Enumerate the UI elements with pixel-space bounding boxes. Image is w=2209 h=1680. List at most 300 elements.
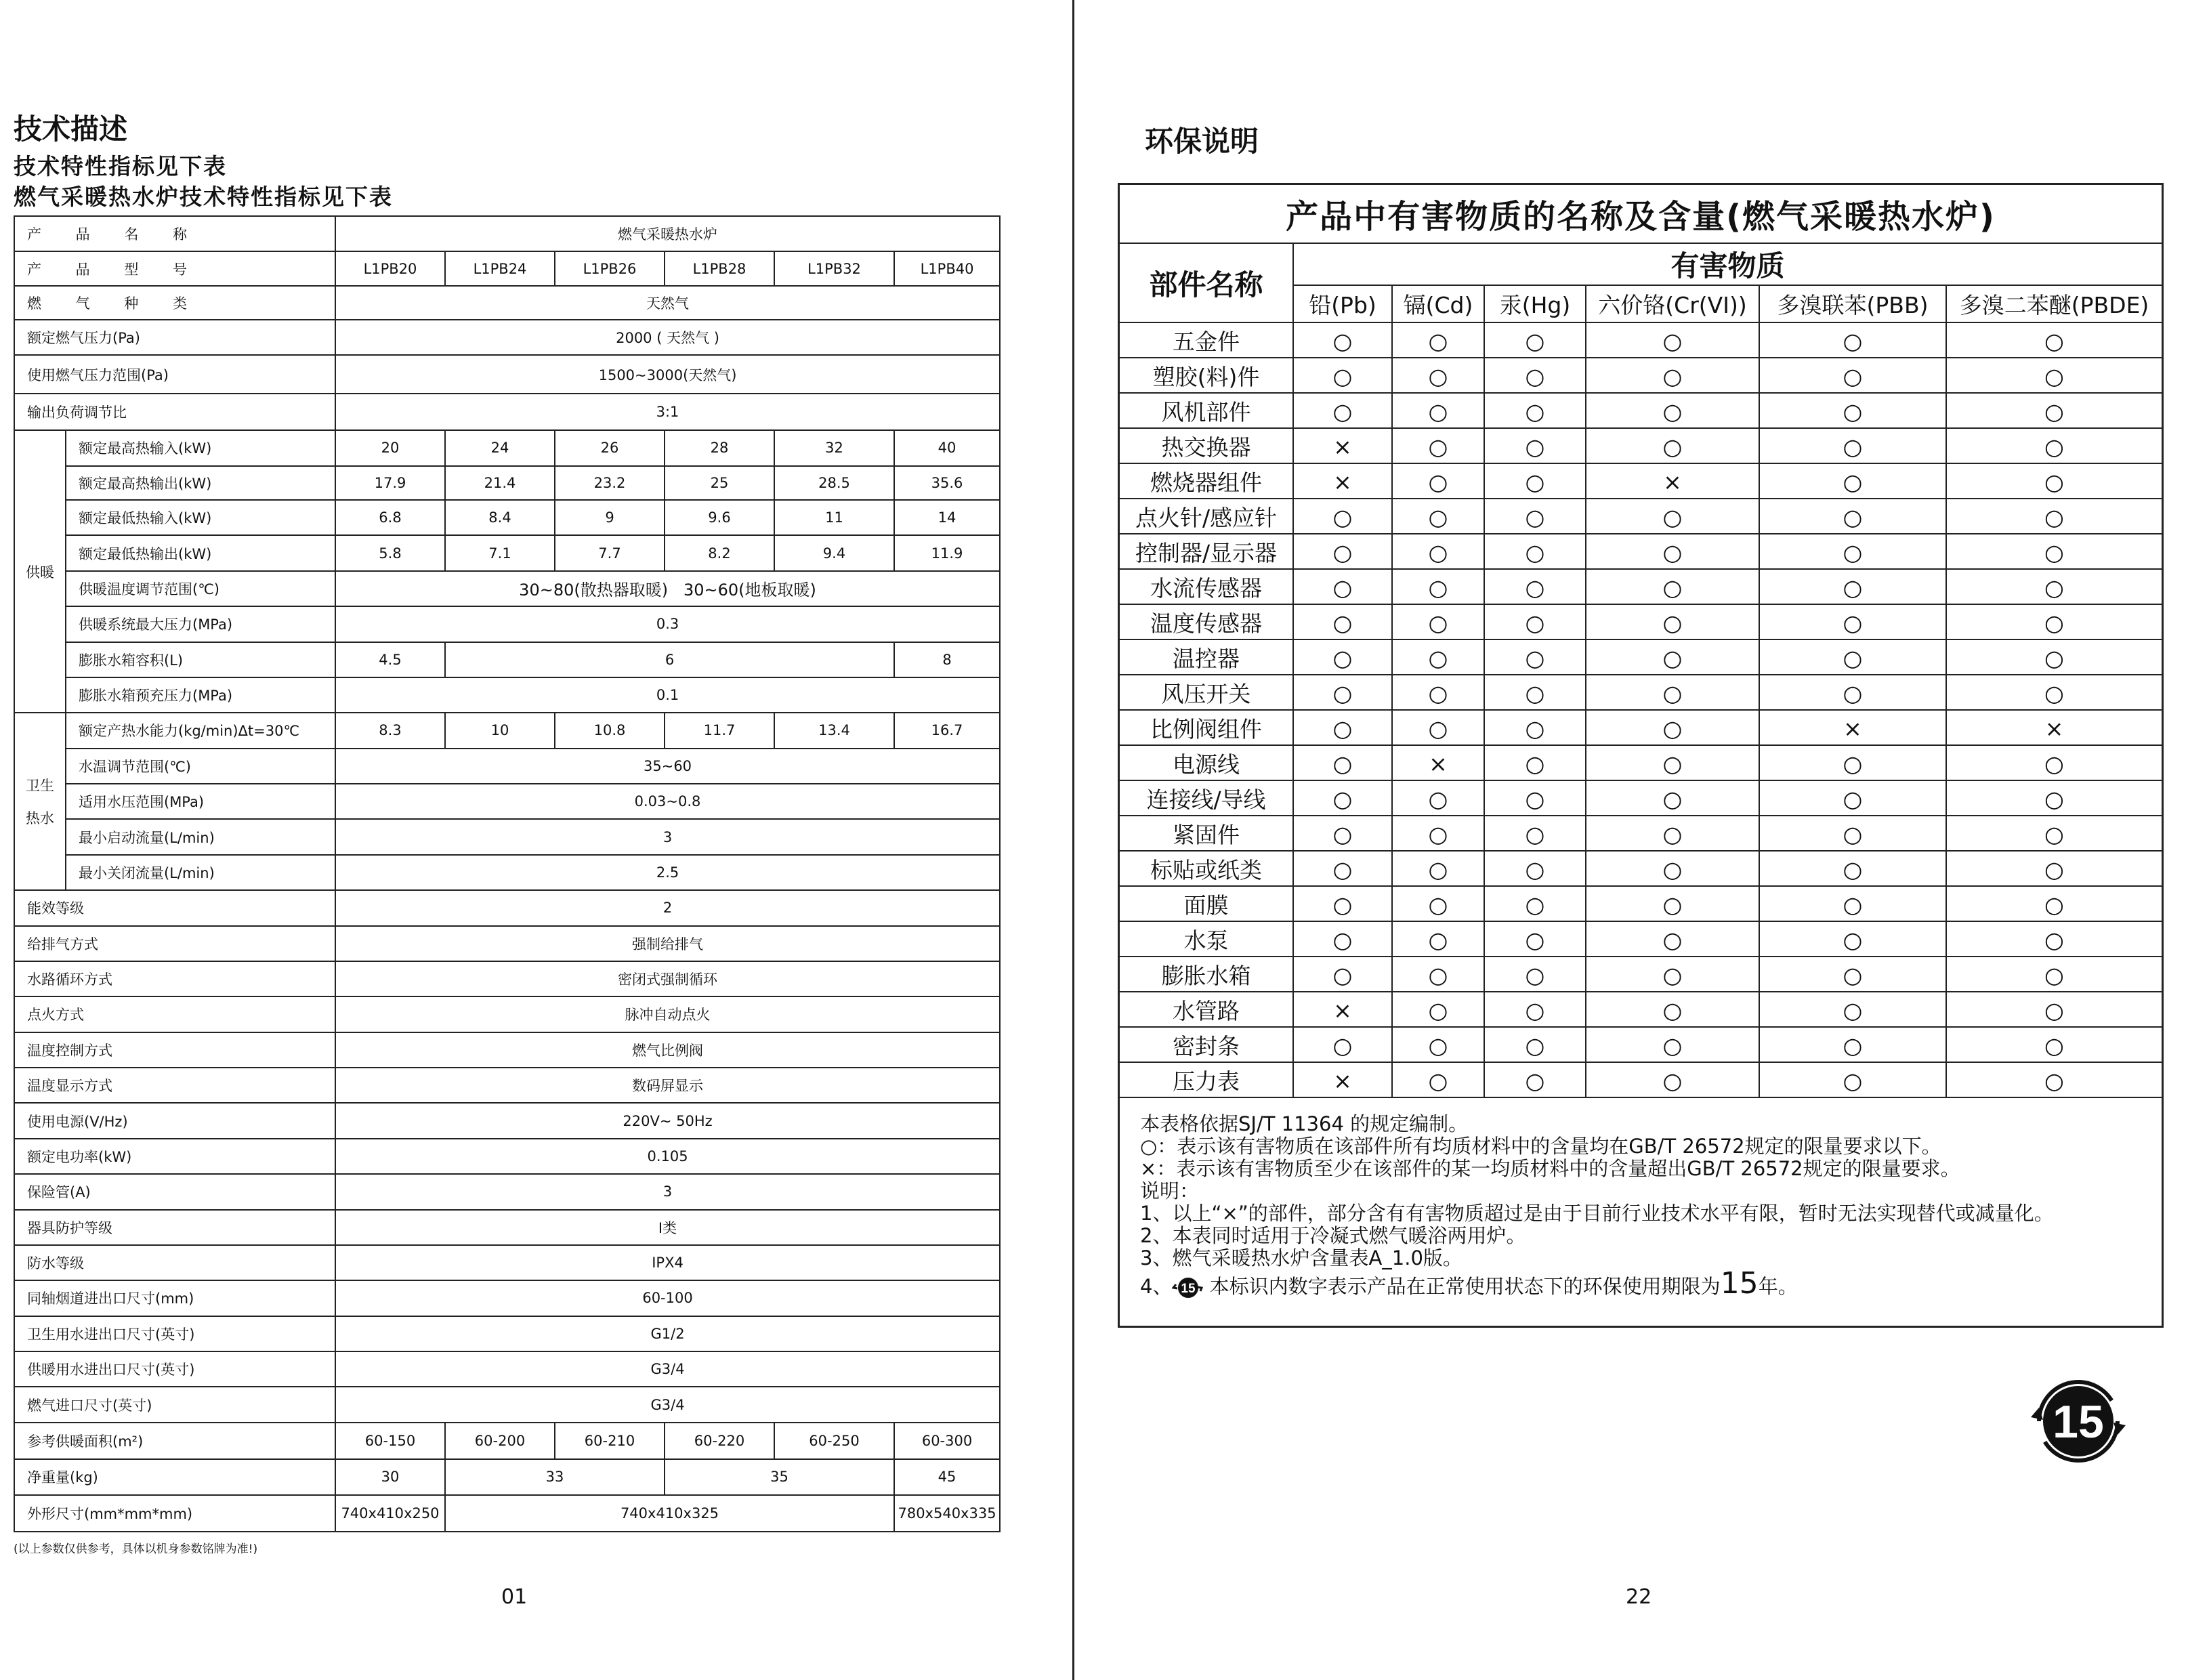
cell: L1PB32 (774, 251, 894, 285)
compliant-mark: ○ (1662, 750, 1683, 777)
cell: L1PB24 (445, 251, 555, 285)
cell: G3/4 (335, 1351, 1000, 1387)
table-row (1120, 393, 2162, 428)
compliant-mark: ○ (1332, 609, 1353, 636)
compliant-mark: ○ (1525, 503, 1545, 530)
mark-cell (1392, 428, 1484, 463)
compliant-mark: ○ (2044, 856, 2064, 883)
compliant-mark: ○ (1525, 785, 1545, 812)
mark-cell (1293, 710, 1392, 745)
cell: 3:1 (335, 394, 1000, 430)
mark-cell (1392, 499, 1484, 534)
cell: 燃气采暖热水炉 (335, 216, 1000, 251)
mark-cell (1293, 534, 1392, 569)
compliant-mark: ○ (1332, 327, 1353, 354)
table-row (1120, 499, 2162, 534)
mark-cell (1392, 639, 1484, 675)
mark-cell (1392, 957, 1484, 992)
table-row (14, 500, 1000, 535)
mark-cell (1484, 886, 1586, 921)
mark-cell (1586, 393, 1759, 428)
mark-cell (1759, 921, 1946, 957)
compliant-mark: ○ (2044, 961, 2064, 988)
mark-cell (1293, 1027, 1392, 1062)
mark-cell (1946, 780, 2162, 816)
table-row (14, 430, 1000, 465)
part-name: 风机部件 (1120, 393, 1293, 428)
cell: 数码屏显示 (335, 1068, 1000, 1103)
mark-cell (1293, 675, 1392, 710)
mark-cell (1586, 463, 1759, 499)
mark-cell (1392, 710, 1484, 745)
cell: 9.4 (774, 535, 894, 570)
row-label: 膨胀水箱容积(L) (66, 642, 335, 677)
compliant-mark: ○ (2044, 468, 2064, 495)
cell: 35 (665, 1459, 894, 1494)
compliant-mark: ○ (1662, 926, 1683, 953)
row-label: 产 品 名 称 (14, 216, 335, 251)
cell: 9.6 (665, 500, 774, 535)
compliant-mark: ○ (1525, 362, 1545, 390)
mark-cell (1946, 534, 2162, 569)
compliant-mark: ○ (1662, 644, 1683, 671)
mark-cell (1759, 992, 1946, 1027)
mark-cell (1293, 957, 1392, 992)
cell: 60-100 (335, 1280, 1000, 1316)
compliant-mark: ○ (2044, 891, 2064, 918)
table-row (14, 1280, 1000, 1316)
mark-cell (1293, 639, 1392, 675)
compliant-mark: ○ (1662, 785, 1683, 812)
cell: 强制给排气 (335, 926, 1000, 961)
cell: 60-220 (665, 1423, 774, 1459)
cell: 21.4 (445, 466, 555, 500)
compliant-mark: ○ (1332, 856, 1353, 883)
part-name: 密封条 (1120, 1027, 1293, 1062)
table-row (14, 251, 1000, 285)
compliant-mark: ○ (1662, 1032, 1683, 1059)
table-row (1120, 604, 2162, 639)
compliant-mark: ○ (1525, 926, 1545, 953)
mark-cell (1759, 358, 1946, 393)
table-row (1120, 1027, 2162, 1062)
compliant-mark: ○ (1662, 609, 1683, 636)
cell: G1/2 (335, 1316, 1000, 1351)
mark-cell (1293, 428, 1392, 463)
mark-cell (1484, 745, 1586, 780)
table-row (1120, 243, 2162, 285)
compliant-mark: ○ (2044, 1067, 2064, 1094)
compliant-mark: ○ (1525, 820, 1545, 847)
mark-cell (1946, 921, 2162, 957)
row-label: 能效等级 (14, 890, 335, 925)
compliant-mark: ○ (1662, 398, 1683, 425)
compliant-mark: ○ (1428, 856, 1448, 883)
compliant-mark: ○ (1525, 679, 1545, 707)
table-row (14, 1032, 1000, 1068)
mark-cell (1293, 393, 1392, 428)
compliant-mark: ○ (1662, 433, 1683, 460)
mark-cell (1759, 604, 1946, 639)
compliant-mark: ○ (1428, 820, 1448, 847)
mark-cell (1484, 358, 1586, 393)
left-page (0, 0, 1072, 1680)
table-row (14, 1068, 1000, 1103)
cell: IPX4 (335, 1245, 1000, 1280)
table-row (14, 1103, 1000, 1138)
compliant-mark: ○ (1843, 574, 1863, 601)
part-name: 水管路 (1120, 992, 1293, 1027)
row-label: 额定燃气压力(Pa) (14, 320, 335, 355)
row-label: 额定最低热输出(kW) (66, 535, 335, 570)
row-label: 膨胀水箱预充压力(MPa) (66, 677, 335, 713)
cell: 0.1 (335, 677, 1000, 713)
table-row (1120, 185, 2162, 243)
mark-cell (1392, 816, 1484, 851)
cell: 天然气 (335, 286, 1000, 320)
table-row (1120, 780, 2162, 816)
compliant-mark: ○ (1525, 1067, 1545, 1094)
cell: 30~80(散热器取暖) 30~60(地板取暖) (335, 571, 1000, 606)
mark-cell (1946, 1027, 2162, 1062)
table-row (14, 961, 1000, 996)
cell: 5.8 (335, 535, 445, 570)
mark-cell (1484, 604, 1586, 639)
mark-cell (1293, 816, 1392, 851)
subheading: 技术特性指标见下表 (14, 153, 227, 180)
substance-pb: 铅(Pb) (1293, 285, 1392, 322)
eco-period-logo-small-icon (1172, 1274, 1203, 1301)
cell: 3 (335, 1174, 1000, 1209)
mark-cell (1484, 675, 1586, 710)
mark-cell (1484, 921, 1586, 957)
mark-cell (1293, 745, 1392, 780)
table-row (14, 1139, 1000, 1174)
compliant-mark: ○ (1332, 644, 1353, 671)
row-label: 外形尺寸(mm*mm*mm) (14, 1495, 335, 1532)
mark-cell (1392, 1027, 1484, 1062)
row-label: 使用电源(V/Hz) (14, 1103, 335, 1138)
part-name: 水泵 (1120, 921, 1293, 957)
cell: 17.9 (335, 466, 445, 500)
table-title: 产品中有害物质的名称及含量(燃气采暖热水炉) (1120, 185, 2162, 243)
mark-cell (1586, 604, 1759, 639)
cell: L1PB26 (555, 251, 665, 285)
table-row (1120, 639, 2162, 675)
part-name: 热交换器 (1120, 428, 1293, 463)
exceed-mark: × (1333, 1067, 1352, 1094)
compliant-mark: ○ (1428, 503, 1448, 530)
mark-cell (1392, 921, 1484, 957)
compliant-mark: ○ (2044, 539, 2064, 566)
mark-cell (1392, 1062, 1484, 1097)
table-row (14, 855, 1000, 890)
part-name: 温控器 (1120, 639, 1293, 675)
mark-cell (1946, 957, 2162, 992)
compliant-mark: ○ (1428, 961, 1448, 988)
compliant-mark: ○ (2044, 503, 2064, 530)
cell: 2 (335, 890, 1000, 925)
compliant-mark: ○ (2044, 820, 2064, 847)
mark-cell (1946, 886, 2162, 921)
cell: 燃气比例阀 (335, 1032, 1000, 1068)
part-name: 水流传感器 (1120, 569, 1293, 604)
cell: 32 (774, 430, 894, 465)
mark-cell (1392, 358, 1484, 393)
table-row (14, 1316, 1000, 1351)
table-row (1120, 957, 2162, 992)
compliant-mark: ○ (2044, 1032, 2064, 1059)
compliant-mark: ○ (1332, 926, 1353, 953)
cell: 35.6 (894, 466, 1000, 500)
compliant-mark: ○ (1332, 539, 1353, 566)
part-name: 燃烧器组件 (1120, 463, 1293, 499)
compliant-mark: ○ (1843, 468, 1863, 495)
mark-cell (1586, 534, 1759, 569)
mark-cell (1586, 921, 1759, 957)
mark-cell (1392, 393, 1484, 428)
table-row (14, 1387, 1000, 1422)
cell: 8 (894, 642, 1000, 677)
mark-cell (1484, 569, 1586, 604)
cell: 60-200 (445, 1423, 555, 1459)
cell: 40 (894, 430, 1000, 465)
mark-cell (1293, 886, 1392, 921)
mark-cell (1484, 393, 1586, 428)
row-label: 温度控制方式 (14, 1032, 335, 1068)
mark-cell (1392, 780, 1484, 816)
compliant-mark: ○ (1428, 891, 1448, 918)
compliant-mark: ○ (1525, 433, 1545, 460)
part-name: 五金件 (1120, 322, 1293, 358)
mark-cell (1759, 322, 1946, 358)
note-years: 15 (1720, 1266, 1759, 1301)
cell: 密闭式强制循环 (335, 961, 1000, 996)
compliant-mark: ○ (1843, 362, 1863, 390)
compliant-mark: ○ (2044, 750, 2064, 777)
mark-cell (1759, 675, 1946, 710)
row-label: 产 品 型 号 (14, 251, 335, 285)
cell: 23.2 (555, 466, 665, 500)
row-label: 卫生用水进出口尺寸(英寸) (14, 1316, 335, 1351)
table-row (14, 677, 1000, 713)
compliant-mark: ○ (1428, 362, 1448, 390)
mark-cell (1484, 992, 1586, 1027)
mark-cell (1759, 851, 1946, 886)
mark-cell (1586, 428, 1759, 463)
compliant-mark: ○ (1662, 679, 1683, 707)
table-row (14, 1351, 1000, 1387)
exceed-mark: × (1843, 715, 1862, 742)
mark-cell (1293, 992, 1392, 1027)
notes (1140, 1113, 2054, 1301)
table-row (14, 606, 1000, 642)
table-row (1120, 675, 2162, 710)
mark-cell (1586, 745, 1759, 780)
compliant-mark: ○ (1662, 327, 1683, 354)
mark-cell (1484, 1062, 1586, 1097)
part-name: 紧固件 (1120, 816, 1293, 851)
row-label: 适用水压范围(MPa) (66, 784, 335, 819)
mark-cell (1759, 780, 1946, 816)
row-label: 净重量(kg) (14, 1459, 335, 1494)
cell: 8.3 (335, 713, 445, 748)
mark-cell (1946, 639, 2162, 675)
mark-cell (1392, 851, 1484, 886)
table-row (14, 466, 1000, 500)
cell: 28 (665, 430, 774, 465)
mark-cell (1293, 604, 1392, 639)
page-number-right: 22 (1626, 1585, 1652, 1609)
row-label: 额定最高热输出(kW) (66, 466, 335, 500)
mark-cell (1484, 1027, 1586, 1062)
cell: 0.3 (335, 606, 1000, 642)
cell: 10.8 (555, 713, 665, 748)
mark-cell (1759, 1062, 1946, 1097)
row-label: 水温调节范围(℃) (66, 749, 335, 784)
compliant-mark: ○ (1428, 574, 1448, 601)
substance-pbde: 多溴二苯醚(PBDE) (1946, 285, 2162, 322)
compliant-mark: ○ (1428, 785, 1448, 812)
cell: 740x410x250 (335, 1495, 445, 1532)
cell: 60-150 (335, 1423, 445, 1459)
compliant-mark: ○ (1332, 785, 1353, 812)
exceed-mark: × (1333, 433, 1352, 460)
cell: 25 (665, 466, 774, 500)
table-row (14, 890, 1000, 925)
mark-cell (1946, 393, 2162, 428)
mark-cell (1759, 639, 1946, 675)
cell: 9 (555, 500, 665, 535)
table-heading: 燃气采暖热水炉技术特性指标见下表 (14, 184, 393, 210)
cell: 11 (774, 500, 894, 535)
mark-cell (1759, 816, 1946, 851)
hazard-table-body (1120, 322, 2162, 1097)
table-row (1120, 463, 2162, 499)
mark-cell (1484, 957, 1586, 992)
cell: L1PB20 (335, 251, 445, 285)
mark-cell (1484, 534, 1586, 569)
compliant-mark: ○ (2044, 679, 2064, 707)
mark-cell (1586, 992, 1759, 1027)
compliant-mark: ○ (1843, 750, 1863, 777)
page-heading: 技术描述 (14, 112, 128, 146)
cell: 28.5 (774, 466, 894, 500)
mark-cell (1586, 957, 1759, 992)
mark-cell (1586, 639, 1759, 675)
compliant-mark: ○ (1843, 609, 1863, 636)
compliant-mark: ○ (1662, 961, 1683, 988)
compliant-mark: ○ (1525, 891, 1545, 918)
cell: G3/4 (335, 1387, 1000, 1422)
cell: 10 (445, 713, 555, 748)
note-line: 说明： (1140, 1179, 1200, 1202)
note-line: ×：表示该有害物质至少在该部件的某一均质材料中的含量超出GB/T 26572规定的限量要求。 (1140, 1157, 1960, 1180)
part-name: 风压开关 (1120, 675, 1293, 710)
page-number: 01 (501, 1585, 528, 1609)
exceed-mark: × (1333, 468, 1352, 495)
compliant-mark: ○ (1525, 327, 1545, 354)
compliant-mark: ○ (1525, 996, 1545, 1024)
part-name: 温度传感器 (1120, 604, 1293, 639)
compliant-mark: ○ (1332, 715, 1353, 742)
table-row (14, 1423, 1000, 1459)
table-row (14, 1174, 1000, 1209)
compliant-mark: ○ (1428, 715, 1448, 742)
spec-table (14, 215, 1001, 1532)
mark-cell (1392, 322, 1484, 358)
note-line: 2、本表同时适用于冷凝式燃气暖浴两用炉。 (1140, 1224, 1526, 1247)
table-row (1120, 534, 2162, 569)
table-row (14, 286, 1000, 320)
row-label: 点火方式 (14, 996, 335, 1032)
cell: L1PB28 (665, 251, 774, 285)
cell: 6.8 (335, 500, 445, 535)
compliant-mark: ○ (1662, 574, 1683, 601)
mark-cell (1946, 428, 2162, 463)
compliant-mark: ○ (1525, 856, 1545, 883)
table-row (1120, 851, 2162, 886)
compliant-mark: ○ (1428, 398, 1448, 425)
compliant-mark: ○ (1525, 961, 1545, 988)
cell: 11.7 (665, 713, 774, 748)
mark-cell (1759, 957, 1946, 992)
compliant-mark: ○ (1843, 820, 1863, 847)
mark-cell (1392, 534, 1484, 569)
mark-cell (1586, 675, 1759, 710)
compliant-mark: ○ (1428, 996, 1448, 1024)
cell: 2000 ( 天然气 ) (335, 320, 1000, 355)
compliant-mark: ○ (1525, 609, 1545, 636)
exceed-mark: × (1663, 468, 1682, 495)
compliant-mark: ○ (1525, 468, 1545, 495)
table-row (1120, 710, 2162, 745)
compliant-mark: ○ (1525, 715, 1545, 742)
mark-cell (1484, 639, 1586, 675)
cell: 60-300 (894, 1423, 1000, 1459)
row-label: 温度显示方式 (14, 1068, 335, 1103)
table-row (1120, 1062, 2162, 1097)
row-label: 同轴烟道进出口尺寸(mm) (14, 1280, 335, 1316)
compliant-mark: ○ (1843, 1032, 1863, 1059)
note-suffix: 年。 (1758, 1275, 1798, 1298)
substance-hg: 汞(Hg) (1484, 285, 1586, 322)
compliant-mark: ○ (1428, 539, 1448, 566)
mark-cell (1586, 886, 1759, 921)
compliant-mark: ○ (1332, 961, 1353, 988)
mark-cell (1759, 1027, 1946, 1062)
cell: 2.5 (335, 855, 1000, 890)
mark-cell (1586, 322, 1759, 358)
compliant-mark: ○ (1662, 539, 1683, 566)
cell: 14 (894, 500, 1000, 535)
cell: 220V~ 50Hz (335, 1103, 1000, 1138)
cell: 0.03~0.8 (335, 784, 1000, 819)
substance-cr6: 六价铬(Cr(VI)) (1586, 285, 1759, 322)
part-name: 面膜 (1120, 886, 1293, 921)
cell: 1500~3000(天然气) (335, 355, 1000, 393)
row-label: 燃气进口尺寸(英寸) (14, 1387, 335, 1422)
table-row (1120, 816, 2162, 851)
mark-cell (1484, 710, 1586, 745)
compliant-mark: ○ (1843, 503, 1863, 530)
cell: 26 (555, 430, 665, 465)
compliant-mark: ○ (1428, 1067, 1448, 1094)
compliant-mark: ○ (1332, 362, 1353, 390)
mark-cell (1484, 428, 1586, 463)
substance-cd: 镉(Cd) (1392, 285, 1484, 322)
row-label: 额定电功率(kW) (14, 1139, 335, 1174)
